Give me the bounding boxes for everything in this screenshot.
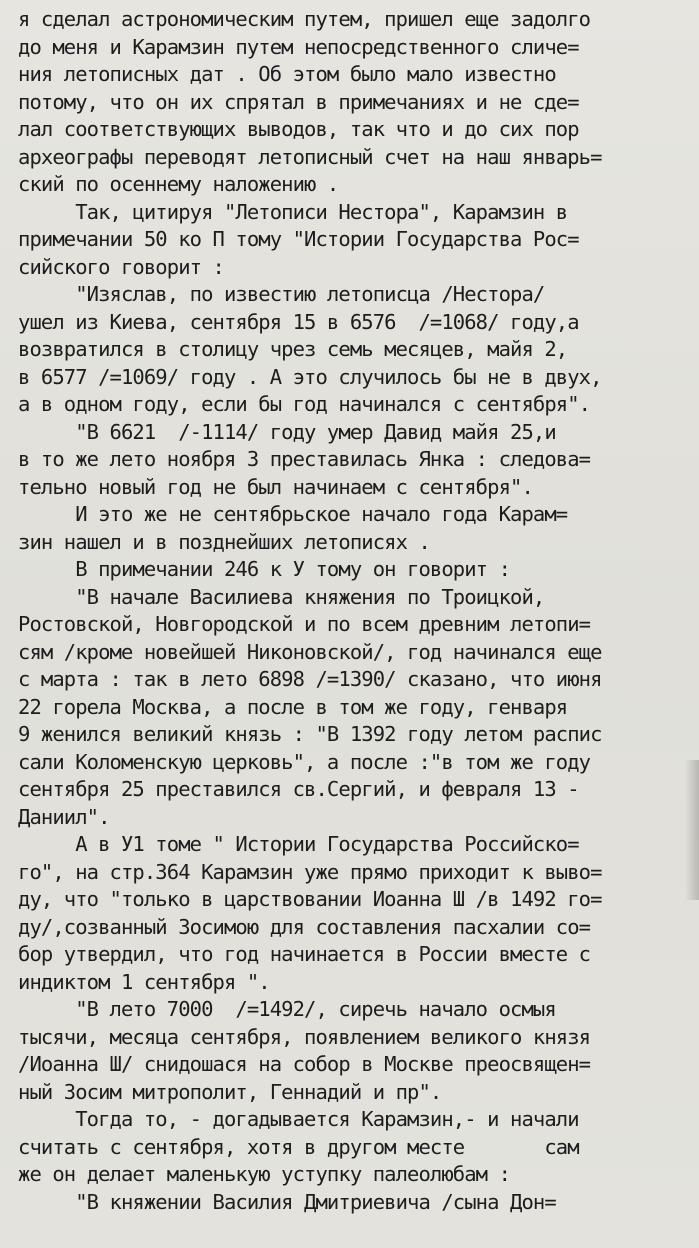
text-line: ду, что "только в царствовании Иоанна Ш /в 1492 го= [18,887,602,911]
text-line: возвратился в столицу чрез семь месяцев, майя 2, [18,337,568,361]
text-line: индиктом 1 сентября ". [18,969,270,994]
text-line: до меня и Карамзин путем непосредственного сличе= [18,34,579,59]
text-line: 22 горела Москва, а после в том же году, генваря [18,694,568,719]
text-line: ский по осеннему наложению . [18,172,339,196]
text-line: я сделал астрономическим путем, пришел еще задолго [18,7,591,31]
text-line: ный Зосим митрополит, Геннадий и пр". [18,1079,442,1104]
text-line: "Изяслав, по известию летописца /Нестора/ [18,282,545,306]
text-line: археографы переводят летописный счет на наш январь= [18,144,602,169]
text-line: 9 женился великий князь : "В 1392 году летом распис [18,722,602,746]
text-line: примечании 50 ко П тому "Истории Государства Рос= [18,227,579,251]
text-line: Тогда то, - догадывается Карамзин,- и начали [18,1107,579,1131]
text-line: сентября 25 преставился св.Сергий, и февраля 13 - [18,777,579,801]
text-line: в 6577 /=1069/ году . А это случилось бы не в двух, [18,364,602,389]
text-line: ния летописных дат . Об этом было мало известно [18,62,556,86]
text-line: /Иоанна Ш/ снидошася на собор в Москве преосвящен= [18,1052,591,1076]
text-line: А в У1 томе " Истории Государства Российско= [18,832,579,856]
text-line: сям /кроме новейшей Никоновской/, год начинался еще [18,639,602,664]
text-line: сали Коломенскую церковь", а после :"в том же году [18,749,591,774]
text-line: бор утвердил, что год начинается в России вместе с [18,942,591,966]
text-line: В примечании 246 к У тому он говорит : [18,557,511,581]
text-line: с марта : так в лето 6898 /=1390/ сказано, что июня [18,667,602,691]
text-line: тысячи, месяца сентября, появлением великого князя [18,1024,591,1049]
text-line: лал соответствующих выводов, так что и до сих пор [18,117,579,141]
text-line: тельно новый год не был начинаем с сентября". [18,474,533,499]
page-text [18,6,699,1216]
text-line: "В княжении Василия Дмитриевича /сына Дон= [18,1189,556,1214]
text-line: Даниил". [18,804,110,829]
text-line: потому, что он их спрятал в примечаниях и не сде= [18,89,579,114]
text-line: "В начале Василиева княжения по Троицкой, [18,584,545,609]
text-line: а в одном году, если бы год начинался с сентября". [18,392,591,416]
text-line: го", на стр.364 Карамзин уже прямо приходит к выво= [18,859,602,884]
text-line: Так, цитируя "Летописи Нестора", Карамзин в [18,199,568,224]
text-line: сийского говорит : [18,254,224,279]
text-line: считать с сентября, хотя в другом месте сам [18,1134,579,1159]
text-line: ушел из Киева, сентября 15 в 6576 /=1068/ году,а [18,309,579,334]
text-line: "В 6621 /-1114/ году умер Давид майя 25,и [18,419,556,444]
text-line: И это же не сентябрьское начало года Карам= [18,502,568,526]
text-line: зин нашел и в позднейших летописях . [18,529,430,554]
text-line: же он делает маленькую уступку палеолюбам : [18,1162,511,1186]
text-line: в то же лето ноября 3 преставилась Янка : следова= [18,447,591,471]
text-line: "В лето 7000 /=1492/, сиречь начало осмыя [18,997,556,1021]
text-line: Ростовской, Новгородской и по всем древним летопи= [18,612,591,636]
text-line: ду/,созванный Зосимою для составления пасхалии со= [18,914,591,939]
